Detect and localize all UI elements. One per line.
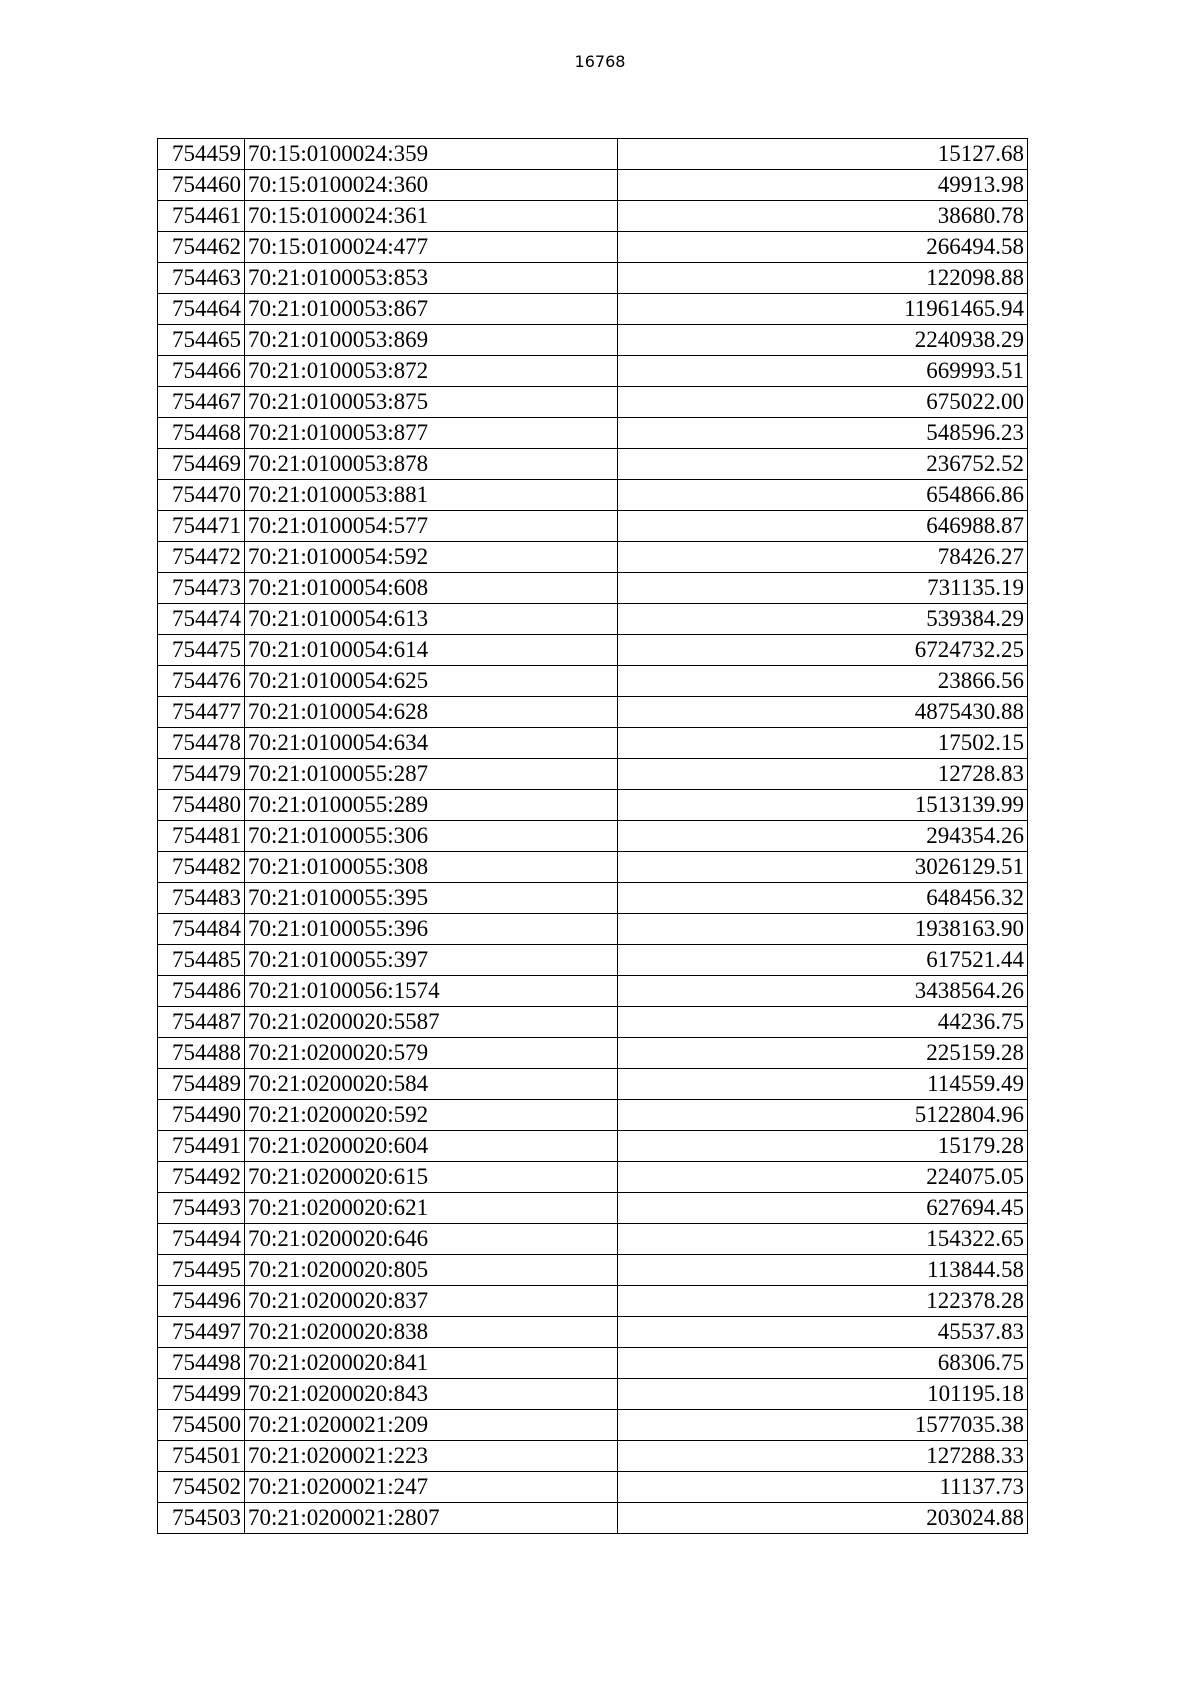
row-number-cell: 754501 [158, 1441, 245, 1472]
table-row [158, 294, 1028, 325]
row-number-cell: 754476 [158, 666, 245, 697]
row-number-cell: 754498 [158, 1348, 245, 1379]
table-row [158, 1069, 1028, 1100]
table-row [158, 1038, 1028, 1069]
value-cell: 225159.28 [618, 1038, 1028, 1069]
value-cell: 114559.49 [618, 1069, 1028, 1100]
value-cell: 78426.27 [618, 542, 1028, 573]
row-number-cell: 754461 [158, 201, 245, 232]
table-row [158, 325, 1028, 356]
cadastral-number-cell: 70:21:0200020:604 [245, 1131, 618, 1162]
value-cell: 101195.18 [618, 1379, 1028, 1410]
table-row [158, 573, 1028, 604]
cadastral-number-cell: 70:21:0200020:5587 [245, 1007, 618, 1038]
table-row [158, 914, 1028, 945]
table-row [158, 759, 1028, 790]
cadastral-number-cell: 70:21:0100054:614 [245, 635, 618, 666]
table-row [158, 976, 1028, 1007]
table-row [158, 883, 1028, 914]
row-number-cell: 754469 [158, 449, 245, 480]
table-row [158, 170, 1028, 201]
value-cell: 3026129.51 [618, 852, 1028, 883]
table-row [158, 1162, 1028, 1193]
cadastral-number-cell: 70:21:0100054:634 [245, 728, 618, 759]
row-number-cell: 754460 [158, 170, 245, 201]
value-cell: 654866.86 [618, 480, 1028, 511]
table-row [158, 201, 1028, 232]
row-number-cell: 754495 [158, 1255, 245, 1286]
value-cell: 11137.73 [618, 1472, 1028, 1503]
row-number-cell: 754464 [158, 294, 245, 325]
table-row [158, 945, 1028, 976]
value-cell: 4875430.88 [618, 697, 1028, 728]
value-cell: 49913.98 [618, 170, 1028, 201]
table-row [158, 790, 1028, 821]
cadastral-number-cell: 70:21:0100053:867 [245, 294, 618, 325]
row-number-cell: 754497 [158, 1317, 245, 1348]
cadastral-number-cell: 70:21:0100055:289 [245, 790, 618, 821]
table-row [158, 418, 1028, 449]
table-row [158, 1255, 1028, 1286]
table-row [158, 1224, 1028, 1255]
table-row [158, 356, 1028, 387]
value-cell: 45537.83 [618, 1317, 1028, 1348]
row-number-cell: 754481 [158, 821, 245, 852]
row-number-cell: 754503 [158, 1503, 245, 1534]
cadastral-number-cell: 70:21:0100053:875 [245, 387, 618, 418]
table-row [158, 1286, 1028, 1317]
cadastral-number-cell: 70:21:0100055:395 [245, 883, 618, 914]
cadastral-number-cell: 70:21:0100053:872 [245, 356, 618, 387]
row-number-cell: 754487 [158, 1007, 245, 1038]
row-number-cell: 754488 [158, 1038, 245, 1069]
cadastral-number-cell: 70:21:0100053:878 [245, 449, 618, 480]
row-number-cell: 754467 [158, 387, 245, 418]
table-row [158, 542, 1028, 573]
table-row [158, 1472, 1028, 1503]
table-row [158, 728, 1028, 759]
value-cell: 646988.87 [618, 511, 1028, 542]
value-cell: 675022.00 [618, 387, 1028, 418]
value-cell: 236752.52 [618, 449, 1028, 480]
cadastral-number-cell: 70:21:0100055:287 [245, 759, 618, 790]
row-number-cell: 754496 [158, 1286, 245, 1317]
row-number-cell: 754473 [158, 573, 245, 604]
cadastral-number-cell: 70:21:0100055:306 [245, 821, 618, 852]
row-number-cell: 754479 [158, 759, 245, 790]
value-cell: 23866.56 [618, 666, 1028, 697]
cadastral-number-cell: 70:21:0200020:579 [245, 1038, 618, 1069]
table-row [158, 511, 1028, 542]
cadastral-number-cell: 70:21:0100055:397 [245, 945, 618, 976]
value-cell: 122098.88 [618, 263, 1028, 294]
cadastral-number-cell: 70:21:0200020:584 [245, 1069, 618, 1100]
row-number-cell: 754484 [158, 914, 245, 945]
table-row [158, 635, 1028, 666]
value-cell: 113844.58 [618, 1255, 1028, 1286]
cadastral-number-cell: 70:21:0100053:869 [245, 325, 618, 356]
cadastral-number-cell: 70:21:0200020:841 [245, 1348, 618, 1379]
value-cell: 12728.83 [618, 759, 1028, 790]
row-number-cell: 754465 [158, 325, 245, 356]
value-cell: 15127.68 [618, 139, 1028, 170]
cadastral-number-cell: 70:21:0200020:646 [245, 1224, 618, 1255]
page-number: 16768 [574, 52, 626, 71]
row-number-cell: 754470 [158, 480, 245, 511]
cadastral-number-cell: 70:21:0100053:881 [245, 480, 618, 511]
cadastral-number-cell: 70:21:0100053:853 [245, 263, 618, 294]
row-number-cell: 754471 [158, 511, 245, 542]
cadastral-number-cell: 70:21:0200021:2807 [245, 1503, 618, 1534]
table-row [158, 1410, 1028, 1441]
value-cell: 1938163.90 [618, 914, 1028, 945]
row-number-cell: 754468 [158, 418, 245, 449]
table-row [158, 1503, 1028, 1534]
cadastral-number-cell: 70:21:0100054:592 [245, 542, 618, 573]
cadastral-number-cell: 70:21:0100055:308 [245, 852, 618, 883]
cadastral-number-cell: 70:21:0200020:592 [245, 1100, 618, 1131]
value-cell: 548596.23 [618, 418, 1028, 449]
row-number-cell: 754462 [158, 232, 245, 263]
cadastral-number-cell: 70:21:0200020:615 [245, 1162, 618, 1193]
cadastral-number-cell: 70:21:0200020:838 [245, 1317, 618, 1348]
cadastral-number-cell: 70:21:0100055:396 [245, 914, 618, 945]
cadastral-number-cell: 70:21:0100054:613 [245, 604, 618, 635]
cadastral-number-cell: 70:21:0100054:608 [245, 573, 618, 604]
row-number-cell: 754480 [158, 790, 245, 821]
row-number-cell: 754478 [158, 728, 245, 759]
table-row [158, 1100, 1028, 1131]
value-cell: 2240938.29 [618, 325, 1028, 356]
table-row [158, 697, 1028, 728]
value-cell: 203024.88 [618, 1503, 1028, 1534]
table-body [158, 139, 1028, 1534]
cadastral-number-cell: 70:21:0200021:247 [245, 1472, 618, 1503]
row-number-cell: 754486 [158, 976, 245, 1007]
cadastral-number-cell: 70:15:0100024:477 [245, 232, 618, 263]
row-number-cell: 754499 [158, 1379, 245, 1410]
value-cell: 539384.29 [618, 604, 1028, 635]
table-row [158, 480, 1028, 511]
table-row [158, 139, 1028, 170]
table-row [158, 1348, 1028, 1379]
cadastral-number-cell: 70:21:0100054:577 [245, 511, 618, 542]
cadastral-number-cell: 70:21:0200020:805 [245, 1255, 618, 1286]
data-table [157, 138, 1028, 1534]
row-number-cell: 754477 [158, 697, 245, 728]
table-row [158, 387, 1028, 418]
row-number-cell: 754472 [158, 542, 245, 573]
cadastral-number-cell: 70:21:0100054:628 [245, 697, 618, 728]
row-number-cell: 754489 [158, 1069, 245, 1100]
cadastral-number-cell: 70:15:0100024:360 [245, 170, 618, 201]
value-cell: 3438564.26 [618, 976, 1028, 1007]
cadastral-number-cell: 70:21:0200020:843 [245, 1379, 618, 1410]
row-number-cell: 754491 [158, 1131, 245, 1162]
table-row [158, 1317, 1028, 1348]
value-cell: 5122804.96 [618, 1100, 1028, 1131]
table-row [158, 604, 1028, 635]
value-cell: 224075.05 [618, 1162, 1028, 1193]
cadastral-number-cell: 70:21:0200021:209 [245, 1410, 618, 1441]
row-number-cell: 754490 [158, 1100, 245, 1131]
value-cell: 294354.26 [618, 821, 1028, 852]
row-number-cell: 754463 [158, 263, 245, 294]
table-row [158, 263, 1028, 294]
table-row [158, 232, 1028, 263]
value-cell: 154322.65 [618, 1224, 1028, 1255]
row-number-cell: 754474 [158, 604, 245, 635]
table-row [158, 1379, 1028, 1410]
cadastral-number-cell: 70:21:0100053:877 [245, 418, 618, 449]
table-row [158, 1131, 1028, 1162]
value-cell: 1513139.99 [618, 790, 1028, 821]
cadastral-number-cell: 70:21:0200020:837 [245, 1286, 618, 1317]
cadastral-number-cell: 70:21:0100056:1574 [245, 976, 618, 1007]
row-number-cell: 754475 [158, 635, 245, 666]
row-number-cell: 754500 [158, 1410, 245, 1441]
value-cell: 617521.44 [618, 945, 1028, 976]
row-number-cell: 754492 [158, 1162, 245, 1193]
cadastral-number-cell: 70:21:0200021:223 [245, 1441, 618, 1472]
value-cell: 6724732.25 [618, 635, 1028, 666]
row-number-cell: 754502 [158, 1472, 245, 1503]
value-cell: 627694.45 [618, 1193, 1028, 1224]
table-row [158, 1007, 1028, 1038]
value-cell: 44236.75 [618, 1007, 1028, 1038]
cadastral-number-cell: 70:15:0100024:359 [245, 139, 618, 170]
value-cell: 15179.28 [618, 1131, 1028, 1162]
table-row [158, 449, 1028, 480]
table-row [158, 821, 1028, 852]
value-cell: 127288.33 [618, 1441, 1028, 1472]
row-number-cell: 754466 [158, 356, 245, 387]
value-cell: 38680.78 [618, 201, 1028, 232]
row-number-cell: 754483 [158, 883, 245, 914]
table-row [158, 1441, 1028, 1472]
row-number-cell: 754485 [158, 945, 245, 976]
cadastral-number-cell: 70:21:0200020:621 [245, 1193, 618, 1224]
value-cell: 17502.15 [618, 728, 1028, 759]
row-number-cell: 754482 [158, 852, 245, 883]
value-cell: 669993.51 [618, 356, 1028, 387]
cadastral-number-cell: 70:15:0100024:361 [245, 201, 618, 232]
value-cell: 1577035.38 [618, 1410, 1028, 1441]
value-cell: 11961465.94 [618, 294, 1028, 325]
row-number-cell: 754493 [158, 1193, 245, 1224]
value-cell: 648456.32 [618, 883, 1028, 914]
value-cell: 731135.19 [618, 573, 1028, 604]
cadastral-number-cell: 70:21:0100054:625 [245, 666, 618, 697]
value-cell: 68306.75 [618, 1348, 1028, 1379]
value-cell: 122378.28 [618, 1286, 1028, 1317]
row-number-cell: 754459 [158, 139, 245, 170]
table-row [158, 666, 1028, 697]
row-number-cell: 754494 [158, 1224, 245, 1255]
table-row [158, 852, 1028, 883]
table-row [158, 1193, 1028, 1224]
value-cell: 266494.58 [618, 232, 1028, 263]
